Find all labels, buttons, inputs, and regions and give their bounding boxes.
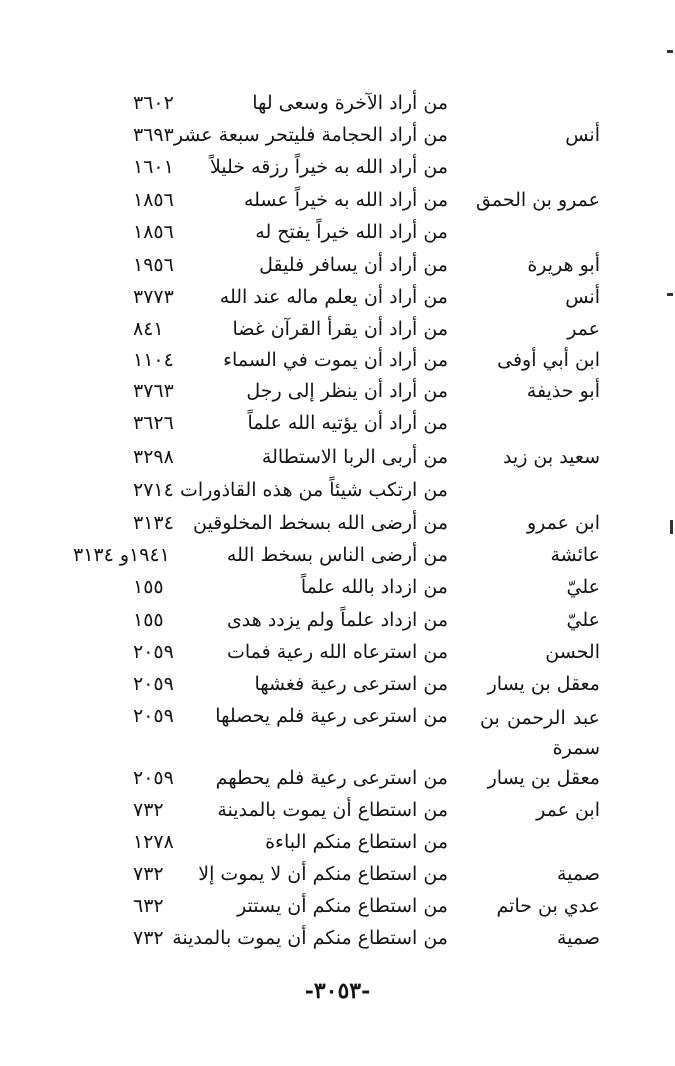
entry-hadith-text: من استطاع منكم أن يستتر [237, 895, 448, 917]
entry-hadith-number: ٨٤١ [133, 318, 164, 340]
entry-hadith-text: من استطاع أن يموت بالمدينة [217, 799, 448, 821]
entry-hadith-text: من أراد أن ينظر إلى رجل [246, 380, 448, 402]
page-number: -٣٠٥٣- [304, 978, 371, 1004]
entry-hadith-number: ٣٧٦٣ [133, 380, 174, 402]
entry-hadith-number: ١١٠٤ [133, 349, 174, 371]
entry-narrator: ابن عمرو [526, 512, 600, 534]
entry-narrator: عمرو بن الحمق [476, 189, 600, 211]
index-entry [0, 284, 675, 316]
entry-hadith-text: من استرعى رعية فلم يحصلها [215, 705, 448, 727]
entry-hadith-number: ١٨٥٦ [133, 189, 174, 211]
index-entry [0, 765, 675, 797]
entry-narrator: معقل بن يسار [487, 767, 600, 789]
entry-hadith-text: من استرعى رعية فلم يحطهم [215, 767, 448, 789]
entry-narrator: سعيد بن زيد [502, 446, 600, 468]
entry-narrator: عدي بن حاتم [496, 895, 600, 917]
entry-hadith-text: من ازداد بالله علماً [300, 576, 448, 598]
entry-hadith-text: من أرضى الله بسخط المخلوقين [192, 512, 448, 534]
entry-hadith-text: من أراد الله به خيراً عسله [243, 189, 448, 211]
index-entry [0, 444, 675, 476]
entry-narrator: عمر [567, 318, 600, 340]
entry-hadith-text: من أراد الحجامة فليتحر سبعة عشر [173, 124, 448, 146]
index-entry [0, 510, 675, 542]
entry-hadith-number: ٧٣٢ [133, 927, 164, 949]
entry-hadith-text: من ازداد علماً ولم يزدد هدى [226, 609, 448, 631]
entry-narrator: صمية [556, 927, 600, 949]
index-entry [0, 219, 675, 251]
entry-hadith-number: ١٩٥٦ [133, 254, 174, 276]
entry-hadith-number: ٣٢٩٨ [133, 446, 174, 468]
entry-hadith-number: ٣١٣٤ [133, 512, 174, 534]
index-entry [0, 671, 675, 703]
index-entry [0, 829, 675, 861]
entry-narrator: عليّ [566, 609, 600, 631]
entry-hadith-number: ٢٧١٤ [133, 479, 174, 501]
entry-narrator: الحسن [545, 641, 600, 663]
index-entry [0, 154, 675, 186]
entry-hadith-number: ٧٣٢ [133, 863, 164, 885]
entry-narrator: أبو حذيفة [526, 380, 600, 402]
entry-hadith-number: ١٥٥ [133, 576, 164, 598]
entry-narrator: ابن عمر [536, 799, 600, 821]
index-entry [0, 477, 675, 509]
entry-hadith-number: ٣٧٧٣ [133, 286, 174, 308]
entry-narrator: عبد الرحمن بن سمرة [480, 707, 600, 759]
entry-hadith-number: ٣٦٠٢ [133, 92, 174, 114]
entry-narrator: معقل بن يسار [487, 673, 600, 695]
index-entry [0, 703, 675, 759]
index-entry [0, 347, 675, 379]
entry-hadith-text: من أراد أن يعلم ماله عند الله [219, 286, 448, 308]
index-entry [0, 542, 675, 574]
index-entry [0, 90, 675, 122]
index-entry [0, 122, 675, 154]
index-entry [0, 378, 675, 410]
entry-narrator: أنس [565, 124, 600, 146]
entry-hadith-text: من أراد أن يقرأ القرآن غضا [232, 318, 448, 340]
entry-hadith-text: من أرضى الناس بسخط الله [226, 544, 448, 566]
index-entry [0, 797, 675, 829]
entry-hadith-number: ٧٣٢ [133, 799, 164, 821]
entry-hadith-text: من استرعى رعية فغشها [254, 673, 448, 695]
index-entry [0, 410, 675, 442]
index-entry [0, 252, 675, 284]
index-entry [0, 187, 675, 219]
entry-hadith-text: من استطاع منكم أن يموت بالمدينة [172, 927, 448, 949]
entry-hadith-number: ٣٦٩٣ [133, 124, 174, 146]
entry-hadith-text: من أراد الآخرة وسعى لها [252, 92, 448, 114]
entry-hadith-number: ١٦٠١ [133, 156, 174, 178]
entry-hadith-number: ١٥٥ [133, 609, 164, 631]
entry-hadith-text: من أراد الله به خيراً رزقه خليلاً [209, 156, 448, 178]
entry-hadith-text: من استرعاه الله رعية فمات [226, 641, 448, 663]
index-entry [0, 861, 675, 893]
entry-hadith-text: من استطاع منكم الباءة [265, 831, 448, 853]
margin-mark-top [667, 50, 673, 53]
index-entry [0, 316, 675, 348]
entry-hadith-text: من أربى الربا الاستطالة [261, 446, 448, 468]
entry-narrator: عليّ [566, 576, 600, 598]
index-entry [0, 925, 675, 957]
entry-hadith-text: من أراد أن يسافر فليقل [259, 254, 448, 276]
entry-hadith-number: ١٢٧٨ [133, 831, 174, 853]
index-entry [0, 607, 675, 639]
entry-hadith-number: ٢٠٥٩ [133, 767, 174, 789]
entry-narrator: عائشة [550, 544, 600, 566]
entry-hadith-text: من ارتكب شيئاً من هذه القاذورات [180, 479, 448, 501]
entry-hadith-text: من استطاع منكم أن لا يموت إلا [198, 863, 448, 885]
index-entry [0, 639, 675, 671]
entry-narrator: أنس [565, 286, 600, 308]
entry-hadith-number: ١٩٤١و ٣١٣٤ [73, 544, 170, 566]
entry-narrator: ابن أبي أوفى [497, 349, 600, 371]
entry-hadith-number: ٢٠٥٩ [133, 641, 174, 663]
entry-hadith-number: ٣٦٢٦ [133, 412, 174, 434]
index-entry [0, 893, 675, 925]
entry-hadith-number: ٢٠٥٩ [133, 705, 174, 727]
entry-narrator: أبو هريرة [527, 254, 600, 276]
entry-hadith-text: من أراد أن يؤتيه الله علماً [247, 412, 448, 434]
entry-hadith-number: ١٨٥٦ [133, 221, 174, 243]
entry-hadith-number: ٦٣٢ [133, 895, 164, 917]
entry-narrator: صمية [556, 863, 600, 885]
entry-hadith-text: من أراد أن يموت في السماء [223, 349, 448, 371]
entry-hadith-text: من أراد الله خيراً يفتح له [255, 221, 448, 243]
index-entry [0, 574, 675, 606]
entry-hadith-number: ٢٠٥٩ [133, 673, 174, 695]
